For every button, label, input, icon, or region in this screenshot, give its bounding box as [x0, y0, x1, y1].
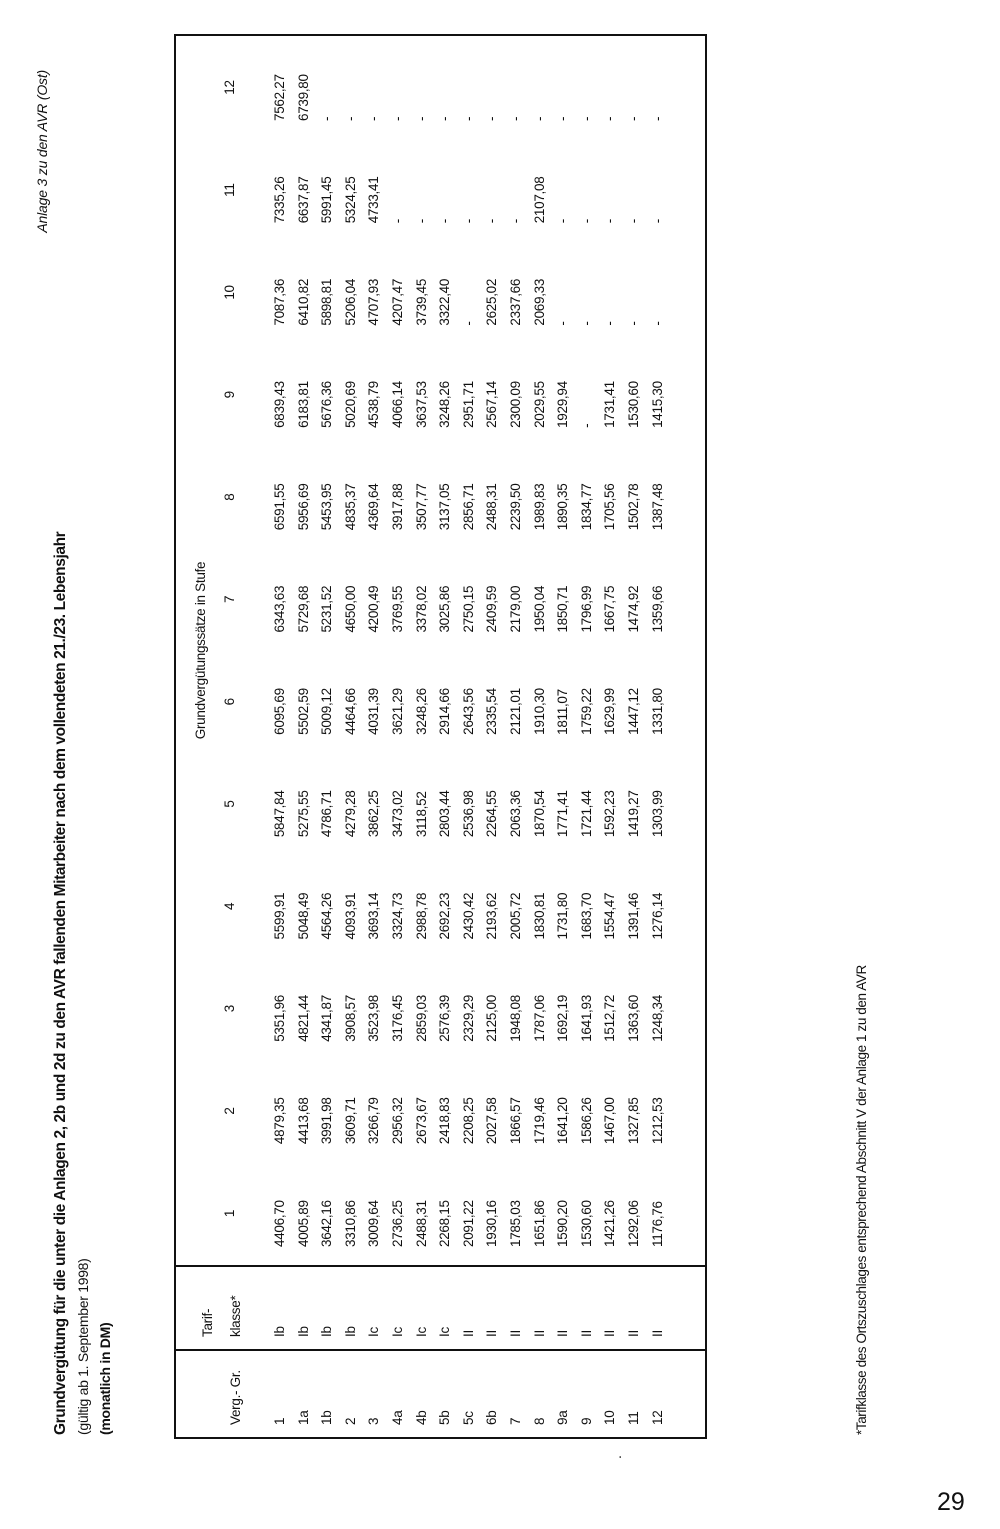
stufe-header: 7	[221, 595, 237, 603]
salary-cell: 1292,06	[625, 1200, 641, 1247]
salary-cell: 1989,83	[531, 483, 547, 531]
salary-cell: 3176,45	[389, 995, 405, 1042]
salary-cell: 1785,03	[507, 1200, 523, 1247]
salary-cell: 1930,16	[484, 1200, 500, 1247]
salary-cell: -	[649, 219, 665, 224]
salary-cell: 7087,36	[272, 278, 287, 326]
salary-cell: -	[484, 116, 500, 121]
table-row	[598, 35, 622, 1438]
salary-cell: 5676,36	[319, 381, 335, 428]
salary-cell: 3523,98	[366, 995, 382, 1042]
salary-cell: 3507,77	[413, 483, 429, 531]
salary-cell: 2337,66	[507, 278, 523, 326]
salary-cell: 4786,71	[319, 790, 335, 838]
salary-cell: 3310,86	[342, 1200, 358, 1247]
vergr-cell: 6b	[480, 1350, 504, 1438]
salary-cell: 1212,53	[649, 1097, 665, 1145]
header-tarifklasse: Tarif- klasse*	[175, 1266, 250, 1350]
salary-cell: 1870,54	[531, 790, 547, 838]
vergr-cell: 4b	[410, 1350, 434, 1438]
tarifklasse-cell: Ic	[433, 1266, 457, 1350]
page-number: 29	[937, 1488, 965, 1516]
salary-cell: 2643,56	[460, 688, 476, 735]
salary-cell: 2125,00	[484, 995, 500, 1042]
salary-cell: 1667,75	[602, 585, 618, 633]
salary-cell: 1447,12	[625, 688, 641, 735]
salary-cell: 3009,64	[366, 1200, 382, 1247]
salary-cell: -	[531, 116, 547, 121]
salary-cell: 1731,41	[602, 381, 618, 428]
salary-cell: -	[602, 321, 618, 326]
salary-cell: 2409,59	[484, 585, 500, 633]
salary-cell: 3739,45	[413, 278, 429, 326]
stufe-header: 1	[221, 1209, 237, 1218]
salary-cell: -	[342, 116, 358, 121]
salary-cell: -	[578, 219, 594, 224]
salary-cell: 1641,20	[555, 1097, 571, 1145]
tarifklasse-cell: II	[457, 1266, 481, 1350]
salary-cell: 1592,23	[602, 790, 618, 838]
salary-cell: 6095,69	[272, 688, 287, 735]
salary-cell: 2107,08	[531, 176, 547, 224]
salary-cell: 2576,39	[437, 995, 453, 1042]
stufe-header: 4	[221, 902, 237, 910]
tarifklasse-cell: II	[551, 1266, 575, 1350]
salary-cell: 6410,82	[295, 278, 311, 326]
salary-cell: -	[413, 219, 429, 224]
salary-cell: 4005,89	[295, 1200, 311, 1247]
table-row	[315, 35, 339, 1438]
salary-cell: 4341,87	[319, 995, 335, 1042]
salary-cell: 4707,93	[366, 278, 382, 326]
salary-cell: 3248,26	[413, 688, 429, 735]
tarifklasse-cell: Ib	[339, 1266, 363, 1350]
salary-cell: 1830,81	[531, 892, 547, 940]
tarifklasse-cell: Ib	[315, 1266, 339, 1350]
salary-cell: 5502,59	[295, 688, 311, 735]
table-row	[433, 35, 457, 1438]
table-row	[575, 35, 599, 1438]
salary-cell: 1771,41	[555, 790, 571, 838]
salary-cell: 2063,36	[507, 790, 523, 838]
stufe-header: 5	[221, 800, 237, 808]
salary-cell: 1719,46	[531, 1097, 547, 1145]
salary-cell: 1890,35	[555, 483, 571, 531]
annex-label: Anlage 3 zu den AVR (Ost)	[34, 70, 50, 233]
salary-cell: -	[578, 321, 594, 326]
salary-cell: 6637,87	[295, 176, 311, 224]
vergr-cell: 9	[575, 1350, 599, 1438]
salary-cell: -	[578, 116, 594, 121]
salary-cell: -	[602, 116, 618, 121]
salary-cell: 7562,27	[272, 74, 287, 121]
salary-cell: 2803,44	[437, 790, 453, 838]
salary-cell: 1530,60	[578, 1200, 594, 1247]
salary-cell: 4835,37	[342, 483, 358, 531]
tarifklasse-cell: Ib	[292, 1266, 316, 1350]
salary-cell: 1683,70	[578, 892, 594, 940]
salary-cell: 2956,32	[389, 1097, 405, 1145]
salary-cell: 4538,79	[366, 381, 382, 428]
salary-cell: 3609,71	[342, 1097, 358, 1145]
salary-cell: 3248,26	[437, 381, 453, 428]
table-row	[551, 35, 575, 1438]
salary-cell: 5599,91	[272, 892, 287, 940]
salary-cell: 4279,28	[342, 790, 358, 838]
vergr-cell: 4a	[386, 1350, 410, 1438]
salary-cell: 1176,76	[649, 1201, 665, 1247]
salary-cell: -	[649, 116, 665, 121]
validity-note: (gültig ab 1. September 1998)	[75, 1258, 91, 1435]
salary-cell: 3637,53	[413, 381, 429, 428]
salary-cell: 3322,40	[437, 278, 453, 326]
vergr-cell: 8	[528, 1350, 552, 1438]
tarifklasse-cell: Ic	[410, 1266, 434, 1350]
salary-cell: 7335,26	[272, 176, 287, 224]
salary-cell: 4464,66	[342, 688, 358, 735]
salary-cell: -	[649, 321, 665, 326]
salary-cell: 3025,86	[437, 585, 453, 633]
tarifklasse-cell: II	[480, 1266, 504, 1350]
stray-dot: .	[608, 1455, 624, 1459]
header-vergr: Verg.- Gr.	[175, 1350, 250, 1438]
stufe-header: 11	[221, 183, 237, 197]
salary-cell: 3118,52	[413, 791, 429, 838]
salary-cell: 1586,26	[578, 1097, 594, 1145]
salary-cell: 6343,63	[272, 585, 287, 633]
salary-cell: 4031,39	[366, 688, 382, 735]
salary-cell: -	[366, 116, 382, 121]
salary-cell: 5324,25	[342, 176, 358, 224]
salary-cell: 2029,55	[531, 381, 547, 428]
salary-cell: 1651,86	[531, 1200, 547, 1247]
vergr-cell: 2	[339, 1350, 363, 1438]
salary-cell: 1641,93	[578, 995, 594, 1042]
vergr-cell: 5b	[433, 1350, 457, 1438]
salary-cell: 1248,34	[649, 995, 665, 1042]
vergr-cell: 1	[250, 1350, 292, 1438]
table-row	[339, 35, 363, 1438]
salary-cell: 2859,03	[413, 995, 429, 1042]
salary-cell: 1502,78	[625, 483, 641, 531]
salary-cell: 2121,01	[507, 688, 523, 735]
salary-cell: -	[413, 116, 429, 121]
salary-cell: 2488,31	[413, 1200, 429, 1247]
salary-cell: 1929,94	[555, 381, 571, 428]
salary-cell: 1834,77	[578, 483, 594, 531]
salary-cell: 5351,96	[272, 995, 287, 1042]
table-row	[250, 35, 292, 1438]
vergr-cell: 1a	[292, 1350, 316, 1438]
table-row	[362, 35, 386, 1438]
salary-cell: 5206,04	[342, 278, 358, 326]
salary-cell: 1363,60	[625, 995, 641, 1042]
tarifklasse-cell: II	[598, 1266, 622, 1350]
salary-cell: 6183,81	[295, 381, 311, 428]
salary-cell: 2430,42	[460, 892, 476, 940]
table-row	[292, 35, 316, 1438]
table-row	[410, 35, 434, 1438]
salary-cell: 2005,72	[507, 892, 523, 940]
vergr-cell: 12	[646, 1350, 707, 1438]
salary-cell: 1327,85	[625, 1097, 641, 1145]
salary-cell: 3693,14	[366, 892, 382, 940]
salary-cell: 2300,09	[507, 381, 523, 428]
salary-cell: 2736,25	[389, 1200, 405, 1247]
salary-cell: 4879,35	[272, 1097, 287, 1145]
table-row	[480, 35, 504, 1438]
stufe-header: 2	[221, 1107, 237, 1115]
salary-cell: 2988,78	[413, 892, 429, 940]
salary-cell: 2208,25	[460, 1097, 476, 1145]
salary-cell: -	[460, 116, 476, 121]
vergr-cell: 3	[362, 1350, 386, 1438]
salary-cell: 4564,26	[319, 892, 335, 940]
salary-cell: 1629,99	[602, 688, 618, 735]
table-row	[646, 35, 707, 1438]
salary-cell: 3991,98	[319, 1097, 335, 1145]
salary-cell: -	[555, 116, 571, 121]
salary-cell: 2625,02	[484, 278, 500, 326]
table-row	[457, 35, 481, 1438]
salary-cell: 4369,64	[366, 483, 382, 531]
salary-cell: 4200,49	[366, 585, 382, 633]
salary-cell: 5453,95	[319, 483, 335, 531]
vergr-cell: 5c	[457, 1350, 481, 1438]
salary-cell: 2418,83	[437, 1097, 453, 1145]
tarifklasse-cell: Ic	[386, 1266, 410, 1350]
stufe-header: 6	[221, 698, 237, 706]
salary-cell: -	[437, 219, 453, 224]
salary-cell: 6591,55	[272, 483, 287, 531]
salary-cell: 1731,80	[555, 892, 571, 940]
salary-cell: 4413,68	[295, 1097, 311, 1145]
table-row	[528, 35, 552, 1438]
salary-cell: -	[555, 321, 571, 326]
salary-cell: 1303,99	[649, 790, 665, 838]
stufe-header: 9	[221, 391, 237, 399]
salary-cell: -	[507, 219, 523, 224]
unit-note: (monatlich in DM)	[97, 1322, 113, 1435]
salary-cell: 1359,66	[649, 585, 665, 633]
salary-cell: -	[437, 116, 453, 121]
salary-cell: 1759,22	[578, 688, 594, 735]
salary-cell: 2750,15	[460, 585, 476, 633]
salary-cell: 2692,23	[437, 892, 453, 940]
salary-cell: -	[578, 423, 594, 428]
salary-cell: 5956,69	[295, 483, 311, 531]
salary-cell: 1419,27	[625, 790, 641, 838]
salary-cell: 4066,14	[389, 381, 405, 428]
salary-cell: -	[625, 219, 641, 224]
salary-cell: 1421,26	[602, 1200, 618, 1247]
salary-cell: 1850,71	[555, 585, 571, 633]
salary-cell: 1692,19	[555, 995, 571, 1042]
salary-cell: 4650,00	[342, 585, 358, 633]
salary-cell: 6839,43	[272, 381, 287, 428]
salary-cell: 1721,44	[578, 790, 594, 838]
salary-cell: 1331,80	[649, 688, 665, 735]
salary-cell: 4406,70	[272, 1200, 287, 1247]
salary-cell: 1554,47	[602, 892, 618, 940]
salary-cell: 2673,67	[413, 1097, 429, 1145]
salary-cell: 1467,00	[602, 1097, 618, 1145]
salary-cell: -	[319, 116, 335, 121]
salary-cell: 1866,57	[507, 1097, 523, 1145]
title-block	[52, 532, 113, 1435]
salary-cell: -	[625, 321, 641, 326]
tarifklasse-cell: Ic	[362, 1266, 386, 1350]
header-stufe-span: Grundvergütungssätze in Stufe	[193, 561, 208, 740]
salary-cell: 1796,99	[578, 585, 594, 633]
salary-cell: -	[625, 116, 641, 121]
salary-cell: 2856,71	[460, 483, 476, 531]
salary-cell: 2536,98	[460, 790, 476, 838]
salary-cell: 5729,68	[295, 585, 311, 633]
vergr-cell: 10	[598, 1350, 622, 1438]
salary-cell: 3137,05	[437, 483, 453, 531]
salary-cell: 4093,91	[342, 892, 358, 940]
salary-cell: 1530,60	[625, 381, 641, 428]
tarifklasse-cell: II	[528, 1266, 552, 1350]
salary-cell: 1276,14	[649, 892, 665, 940]
salary-cell: 2091,22	[460, 1200, 476, 1247]
salary-cell: 2069,33	[531, 278, 547, 326]
salary-cell: 5020,69	[342, 381, 358, 428]
salary-cell: 2951,71	[460, 381, 476, 428]
salary-cell: 5231,52	[319, 585, 335, 633]
salary-cell: -	[484, 219, 500, 224]
stufe-header-row	[208, 35, 250, 1438]
salary-cell: 3917,88	[389, 483, 405, 531]
salary-cell: 5275,55	[295, 790, 311, 838]
salary-cell: 1705,56	[602, 483, 618, 531]
vergr-cell: 9a	[551, 1350, 575, 1438]
vergr-cell: 7	[504, 1350, 528, 1438]
salary-cell: 3621,29	[389, 688, 405, 735]
salary-cell: 5898,81	[319, 278, 335, 326]
tarifklasse-cell: II	[622, 1266, 646, 1350]
salary-cell: -	[507, 116, 523, 121]
footnote: *Tarifklasse des Ortszuschlages entsprechend Abschnitt V der Anlage 1 zu den AVR	[854, 965, 869, 1435]
salary-cell: 2567,14	[484, 381, 500, 428]
salary-cell: 4207,47	[389, 278, 405, 326]
salary-cell: -	[555, 219, 571, 224]
salary-cell: 2268,15	[437, 1200, 453, 1247]
salary-cell: 1948,08	[507, 995, 523, 1042]
salary-cell: 3266,79	[366, 1097, 382, 1145]
salary-cell: 2264,55	[484, 790, 500, 838]
salary-cell: 2335,54	[484, 688, 500, 735]
stufe-header: 12	[221, 80, 237, 95]
table-row	[386, 35, 410, 1438]
salary-cell: -	[460, 219, 476, 224]
salary-cell: -	[389, 219, 405, 224]
salary-cell: 3769,55	[389, 585, 405, 633]
salary-cell: 5847,84	[272, 790, 287, 838]
stufe-header: 10	[221, 285, 237, 300]
salary-cell: 2239,50	[507, 483, 523, 531]
salary-cell: 3324,73	[389, 892, 405, 940]
tarifklasse-cell: II	[504, 1266, 528, 1350]
salary-cell: 1387,48	[649, 483, 665, 531]
salary-cell: 1910,30	[531, 688, 547, 735]
salary-cell: 1415,30	[649, 381, 665, 428]
tarifklasse-cell: Ib	[250, 1266, 292, 1350]
tarifklasse-cell: II	[646, 1266, 707, 1350]
page-title: Grundvergütung für die unter die Anlagen 2, 2b und 2d zu den AVR fallenden Mitarbeiter nach dem vollendeten 21./23. Lebensjahr	[52, 531, 69, 1435]
salary-cell: 3473,02	[389, 790, 405, 838]
tarifklasse-cell: II	[575, 1266, 599, 1350]
vergr-cell: 11	[622, 1350, 646, 1438]
salary-cell: -	[602, 219, 618, 224]
salary-cell: 2914,66	[437, 688, 453, 735]
salary-cell: 4733,41	[366, 176, 382, 224]
stufe-header: 3	[221, 1005, 237, 1013]
salary-cell: 1950,04	[531, 585, 547, 633]
salary-cell: -	[460, 321, 476, 326]
table-row	[622, 35, 646, 1438]
salary-cell: 4821,44	[295, 995, 311, 1042]
salary-cell: 2329,29	[460, 995, 476, 1042]
salary-cell: 3378,02	[413, 585, 429, 633]
salary-cell: 2488,31	[484, 483, 500, 531]
salary-cell: 3642,16	[319, 1200, 335, 1247]
salary-cell: 3908,57	[342, 995, 358, 1042]
salary-cell: 1512,72	[602, 995, 618, 1042]
salary-cell: 5048,49	[295, 892, 311, 940]
salary-cell: 1590,20	[555, 1200, 571, 1247]
salary-cell: -	[389, 116, 405, 121]
salary-cell: 2193,62	[484, 892, 500, 940]
salary-cell: 3862,25	[366, 790, 382, 838]
table-row	[504, 35, 528, 1438]
vergr-cell: 1b	[315, 1350, 339, 1438]
salary-cell: 6739,80	[295, 74, 311, 121]
stufe-header: 8	[221, 493, 237, 501]
table-body	[250, 35, 706, 1438]
salary-cell: 1787,06	[531, 995, 547, 1042]
salary-cell: 1391,46	[625, 892, 641, 940]
salary-table	[174, 34, 707, 1439]
salary-cell: 2179,00	[507, 585, 523, 633]
salary-cell: 5991,45	[319, 176, 335, 224]
salary-cell: 2027,58	[484, 1097, 500, 1145]
salary-cell: 1811,07	[555, 689, 571, 735]
salary-cell: 1474,92	[625, 585, 641, 633]
salary-cell: 5009,12	[319, 688, 335, 735]
